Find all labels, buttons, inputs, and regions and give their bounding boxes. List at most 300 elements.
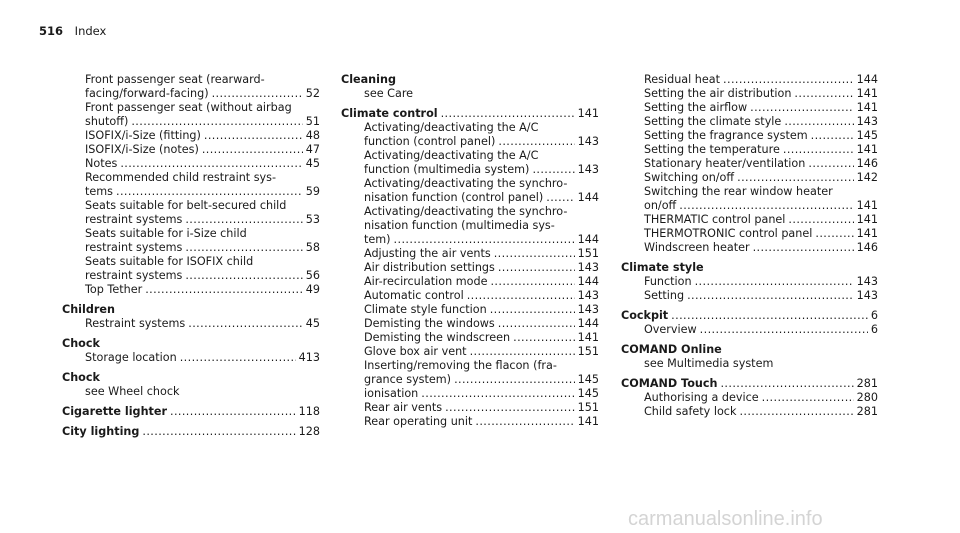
- page-reference: 141: [856, 101, 878, 114]
- index-main-entry: [62, 425, 320, 439]
- index-term: grance system): [364, 373, 452, 386]
- index-line: [62, 425, 320, 439]
- index-line: [621, 405, 878, 419]
- index-sub-entry: [621, 101, 878, 115]
- page-reference: 145: [856, 129, 878, 142]
- dot-leader: [762, 391, 854, 405]
- index-term: Children: [62, 303, 115, 316]
- index-line: [341, 275, 599, 289]
- index-line: [341, 401, 599, 415]
- dot-leader: [737, 171, 854, 185]
- index-term: nisation function (multimedia sys-: [364, 219, 555, 232]
- index-line: [621, 101, 878, 115]
- index-line: [341, 163, 599, 177]
- page-reference: 58: [305, 241, 320, 254]
- page-reference: 45: [305, 157, 320, 170]
- index-sub-entry: [621, 171, 878, 185]
- index-sub-entry: [621, 391, 878, 405]
- index-term: Overview: [644, 323, 697, 336]
- index-sub-entry: [621, 275, 878, 289]
- index-term: Top Tether: [85, 283, 143, 296]
- page-reference: 6: [870, 309, 878, 322]
- index-column-1: [62, 73, 320, 439]
- page-reference: 143: [577, 261, 599, 274]
- page-reference: 145: [577, 387, 599, 400]
- index-term: Seats suitable for ISOFIX child: [85, 255, 254, 268]
- index-term: Adjusting the air vents: [364, 247, 491, 260]
- index-term: City lighting: [62, 425, 140, 438]
- dot-leader: [783, 143, 854, 157]
- index-main-entry: [341, 73, 599, 87]
- index-term: Switching the rear window heater: [644, 185, 833, 198]
- index-term: Climate control: [341, 107, 438, 120]
- page-reference: 56: [305, 269, 320, 282]
- index-term: ionisation: [364, 387, 419, 400]
- page-reference: 141: [856, 143, 878, 156]
- index-line: [62, 143, 320, 157]
- index-term: Residual heat: [644, 73, 721, 86]
- page-reference: 49: [305, 283, 320, 296]
- index-term: tem): [364, 233, 391, 246]
- index-term: Restraint systems: [85, 317, 186, 330]
- index-main-entry: [621, 343, 878, 357]
- index-term: Activating/deactivating the synchro-: [364, 205, 568, 218]
- index-line: [621, 357, 878, 371]
- index-line: [621, 227, 878, 241]
- index-sub-entry: [621, 157, 878, 171]
- index-term: Chock: [62, 337, 100, 350]
- page-reference: 6: [870, 323, 878, 336]
- dot-leader: [513, 331, 575, 345]
- page-reference: 142: [856, 171, 878, 184]
- page-reference: 141: [856, 227, 878, 240]
- index-sub-entry: [62, 143, 320, 157]
- index-term: Climate style function: [364, 303, 487, 316]
- index-term: Chock: [62, 371, 100, 384]
- page-reference: 53: [305, 213, 320, 226]
- page-reference: 128: [298, 425, 320, 438]
- index-sub-entry: [62, 385, 320, 399]
- dot-leader: [739, 405, 853, 419]
- index-line: [621, 343, 878, 357]
- page-reference: 151: [577, 345, 599, 358]
- index-line: [621, 115, 878, 129]
- page-reference: 143: [577, 163, 599, 176]
- index-term: Notes: [85, 157, 118, 170]
- index-line: [62, 241, 320, 255]
- index-line: [341, 345, 599, 359]
- index-sub-entry: [62, 351, 320, 365]
- index-term: THERMATIC control panel: [644, 213, 786, 226]
- dot-leader: [185, 241, 302, 255]
- dot-leader: [498, 135, 574, 149]
- page-reference: 144: [577, 317, 599, 330]
- page-reference: 146: [856, 157, 878, 170]
- index-main-entry: [62, 371, 320, 385]
- page-reference: 141: [577, 415, 599, 428]
- page-reference: 59: [305, 185, 320, 198]
- index-term: shutoff): [85, 115, 129, 128]
- index-line: [62, 129, 320, 143]
- page-reference: 48: [305, 129, 320, 142]
- index-term: Front passenger seat (without airbag: [85, 101, 292, 114]
- index-line: [341, 289, 599, 303]
- index-term: on/off: [644, 199, 677, 212]
- index-sub-entry: [341, 247, 599, 261]
- index-term: Demisting the windscreen: [364, 331, 511, 344]
- page-reference: 143: [856, 289, 878, 302]
- index-sub-entry: [62, 255, 320, 283]
- dot-leader: [180, 351, 296, 365]
- dot-leader: [753, 241, 854, 255]
- index-sub-entry: [341, 387, 599, 401]
- dot-leader: [723, 73, 854, 87]
- index-line: [341, 261, 599, 275]
- page-reference: 146: [856, 241, 878, 254]
- index-term: Front passenger seat (rearward-: [85, 73, 265, 86]
- index-line: [62, 227, 320, 241]
- index-term: function (multimedia system): [364, 163, 530, 176]
- index-line: [62, 213, 320, 227]
- index-main-entry: [341, 107, 599, 121]
- dot-leader: [700, 323, 868, 337]
- page-reference: 144: [856, 73, 878, 86]
- index-sub-entry: [341, 317, 599, 331]
- dot-leader: [475, 415, 574, 429]
- index-sub-entry: [341, 149, 599, 177]
- dot-leader: [145, 283, 303, 297]
- page-reference: 141: [577, 107, 599, 120]
- index-term: Windscreen heater: [644, 241, 750, 254]
- page-reference: 281: [856, 405, 878, 418]
- index-line: [62, 337, 320, 351]
- index-sub-entry: [341, 415, 599, 429]
- page-reference: 280: [856, 391, 878, 404]
- index-line: [341, 191, 599, 205]
- page-reference: 141: [856, 213, 878, 226]
- dot-leader: [470, 345, 575, 359]
- index-sub-entry: [341, 261, 599, 275]
- index-line: [62, 303, 320, 317]
- index-line: [62, 351, 320, 365]
- dot-leader: [170, 405, 296, 419]
- dot-leader: [467, 289, 575, 303]
- index-line: [341, 317, 599, 331]
- index-line: [62, 385, 320, 399]
- index-term: Cockpit: [621, 309, 669, 322]
- index-line: [621, 391, 878, 405]
- index-sub-entry: [62, 283, 320, 297]
- index-term: THERMOTRONIC control panel: [644, 227, 813, 240]
- index-term: restraint systems: [85, 269, 183, 282]
- watermark: carmanualsonline.info: [628, 508, 823, 530]
- index-line: [62, 115, 320, 129]
- index-sub-entry: [621, 241, 878, 255]
- index-main-entry: [621, 261, 878, 275]
- index-sub-entry: [62, 73, 320, 101]
- index-line: [62, 283, 320, 297]
- index-term: Demisting the windows: [364, 317, 495, 330]
- index-term: Setting: [644, 289, 685, 302]
- index-line: [341, 121, 599, 135]
- dot-leader: [498, 317, 575, 331]
- index-sub-entry: [621, 405, 878, 419]
- page-reference: 45: [305, 317, 320, 330]
- index-term: Stationary heater/ventilation: [644, 157, 806, 170]
- index-main-entry: [62, 337, 320, 351]
- index-term: Air distribution settings: [364, 261, 495, 274]
- index-sub-entry: [621, 227, 878, 241]
- dot-leader: [490, 275, 574, 289]
- index-term: see Care: [364, 87, 414, 100]
- index-term: restraint systems: [85, 213, 183, 226]
- index-term: Glove box air vent: [364, 345, 467, 358]
- dot-leader: [811, 129, 854, 143]
- dot-leader: [454, 373, 575, 387]
- index-sub-entry: [341, 177, 599, 205]
- dot-leader: [212, 87, 303, 101]
- index-line: [62, 101, 320, 115]
- index-term: Storage location: [85, 351, 177, 364]
- index-line: [341, 233, 599, 247]
- index-term: COMAND Touch: [621, 377, 718, 390]
- dot-leader: [784, 115, 853, 129]
- index-line: [62, 73, 320, 87]
- index-term: COMAND Online: [621, 343, 722, 356]
- index-main-entry: [621, 377, 878, 391]
- index-line: [341, 303, 599, 317]
- index-line: [621, 129, 878, 143]
- index-sub-entry: [62, 101, 320, 129]
- page-reference: 141: [856, 199, 878, 212]
- index-line: [62, 371, 320, 385]
- page-reference: 141: [577, 331, 599, 344]
- index-line: [341, 177, 599, 191]
- index-term: Recommended child restraint sys-: [85, 171, 277, 184]
- dot-leader: [120, 157, 302, 171]
- dot-leader: [546, 191, 574, 205]
- index-term: Activating/deactivating the synchro-: [364, 177, 568, 190]
- index-sub-entry: [621, 213, 878, 227]
- index-term: ISOFIX/i-Size (fitting): [85, 129, 201, 142]
- index-line: [341, 73, 599, 87]
- index-term: see Multimedia system: [644, 357, 774, 370]
- index-sub-entry: [62, 171, 320, 199]
- page-reference: 144: [577, 191, 599, 204]
- dot-leader: [188, 317, 303, 331]
- index-line: [62, 199, 320, 213]
- dot-leader: [788, 213, 853, 227]
- index-sub-entry: [621, 73, 878, 87]
- index-line: [341, 219, 599, 233]
- dot-leader: [131, 115, 302, 129]
- index-term: Setting the airflow: [644, 101, 748, 114]
- index-line: [621, 143, 878, 157]
- index-sub-entry: [341, 359, 599, 387]
- index-line: [62, 269, 320, 283]
- page-reference: 118: [298, 405, 320, 418]
- dot-leader: [794, 87, 853, 101]
- index-sub-entry: [62, 157, 320, 171]
- page-reference: 151: [577, 247, 599, 260]
- page-reference: 47: [305, 143, 320, 156]
- index-line: [341, 415, 599, 429]
- index-line: [621, 289, 878, 303]
- index-term: Seats suitable for i-Size child: [85, 227, 247, 240]
- dot-leader: [445, 401, 575, 415]
- index-term: Switching on/off: [644, 171, 735, 184]
- index-line: [341, 331, 599, 345]
- index-line: [62, 317, 320, 331]
- dot-leader: [185, 213, 302, 227]
- index-sub-entry: [341, 303, 599, 317]
- index-sub-entry: [621, 87, 878, 101]
- page-reference: 143: [577, 135, 599, 148]
- page-section-title: Index: [74, 24, 107, 38]
- index-term: Authorising a device: [644, 391, 759, 404]
- index-line: [341, 205, 599, 219]
- index-line: [341, 247, 599, 261]
- page-number: 516: [39, 24, 64, 38]
- page-header: [39, 24, 106, 38]
- page-reference: 141: [856, 87, 878, 100]
- index-sub-entry: [621, 115, 878, 129]
- index-line: [341, 135, 599, 149]
- index-line: [62, 255, 320, 269]
- index-sub-entry: [341, 289, 599, 303]
- index-sub-entry: [62, 199, 320, 227]
- index-column-3: [621, 73, 878, 419]
- index-sub-entry: [621, 357, 878, 371]
- index-term: ISOFIX/i-Size (notes): [85, 143, 199, 156]
- index-term: Air-recirculation mode: [364, 275, 488, 288]
- page-reference: 143: [856, 115, 878, 128]
- page-reference: 51: [305, 115, 320, 128]
- index-term: nisation function (control panel): [364, 191, 544, 204]
- index-term: Rear operating unit: [364, 415, 473, 428]
- index-main-entry: [62, 405, 320, 419]
- index-line: [621, 213, 878, 227]
- page-reference: 145: [577, 373, 599, 386]
- dot-leader: [808, 157, 853, 171]
- index-term: function (control panel): [364, 135, 496, 148]
- page-reference: 281: [856, 377, 878, 390]
- index-sub-entry: [341, 87, 599, 101]
- index-line: [62, 405, 320, 419]
- index-term: Child safety lock: [644, 405, 737, 418]
- index-line: [341, 87, 599, 101]
- dot-leader: [679, 199, 853, 213]
- dot-leader: [695, 275, 854, 289]
- index-sub-entry: [341, 331, 599, 345]
- index-sub-entry: [62, 317, 320, 331]
- index-term: see Wheel chock: [85, 385, 180, 398]
- index-line: [341, 387, 599, 401]
- index-sub-entry: [62, 227, 320, 255]
- index-sub-entry: [621, 143, 878, 157]
- dot-leader: [750, 101, 854, 115]
- index-line: [341, 149, 599, 163]
- index-term: Function: [644, 275, 692, 288]
- index-sub-entry: [62, 129, 320, 143]
- index-line: [621, 185, 878, 199]
- index-term: restraint systems: [85, 241, 183, 254]
- dot-leader: [185, 269, 302, 283]
- index-term: Inserting/removing the flacon (fra-: [364, 359, 557, 372]
- index-sub-entry: [621, 185, 878, 213]
- dot-leader: [532, 163, 574, 177]
- dot-leader: [204, 129, 303, 143]
- index-sub-entry: [341, 205, 599, 247]
- index-term: facing/forward-facing): [85, 87, 209, 100]
- index-line: [341, 107, 599, 121]
- index-term: Cigarette lighter: [62, 405, 167, 418]
- index-term: Setting the temperature: [644, 143, 780, 156]
- index-sub-entry: [341, 275, 599, 289]
- dot-leader: [720, 377, 853, 391]
- index-sub-entry: [621, 289, 878, 303]
- index-term: Setting the fragrance system: [644, 129, 808, 142]
- dot-leader: [116, 185, 303, 199]
- index-sub-entry: [621, 129, 878, 143]
- index-line: [621, 87, 878, 101]
- index-line: [621, 171, 878, 185]
- page-reference: 144: [577, 233, 599, 246]
- dot-leader: [490, 303, 575, 317]
- page-reference: 143: [856, 275, 878, 288]
- dot-leader: [815, 227, 853, 241]
- index-line: [621, 377, 878, 391]
- index-main-entry: [621, 309, 878, 323]
- dot-leader: [671, 309, 868, 323]
- index-line: [62, 171, 320, 185]
- index-sub-entry: [341, 345, 599, 359]
- page-reference: 143: [577, 289, 599, 302]
- index-term: Rear air vents: [364, 401, 443, 414]
- index-line: [341, 373, 599, 387]
- dot-leader: [498, 261, 575, 275]
- index-line: [621, 323, 878, 337]
- index-term: Climate style: [621, 261, 704, 274]
- index-column-2: [341, 73, 599, 429]
- page-reference: 143: [577, 303, 599, 316]
- index-term: Activating/deactivating the A/C: [364, 149, 539, 162]
- index-line: [621, 309, 878, 323]
- dot-leader: [142, 425, 295, 439]
- index-term: tems: [85, 185, 113, 198]
- index-term: Setting the air distribution: [644, 87, 792, 100]
- index-sub-entry: [341, 401, 599, 415]
- index-term: Activating/deactivating the A/C: [364, 121, 539, 134]
- index-line: [621, 261, 878, 275]
- index-sub-entry: [341, 121, 599, 149]
- index-line: [621, 199, 878, 213]
- index-sub-entry: [621, 323, 878, 337]
- dot-leader: [394, 233, 575, 247]
- dot-leader: [441, 107, 575, 121]
- index-term: Automatic control: [364, 289, 464, 302]
- index-line: [621, 73, 878, 87]
- index-main-entry: [62, 303, 320, 317]
- index-line: [621, 275, 878, 289]
- dot-leader: [421, 387, 574, 401]
- page-reference: 151: [577, 401, 599, 414]
- dot-leader: [687, 289, 854, 303]
- index-term: Cleaning: [341, 73, 396, 86]
- dot-leader: [494, 247, 575, 261]
- page-reference: 413: [298, 351, 320, 364]
- index-line: [621, 157, 878, 171]
